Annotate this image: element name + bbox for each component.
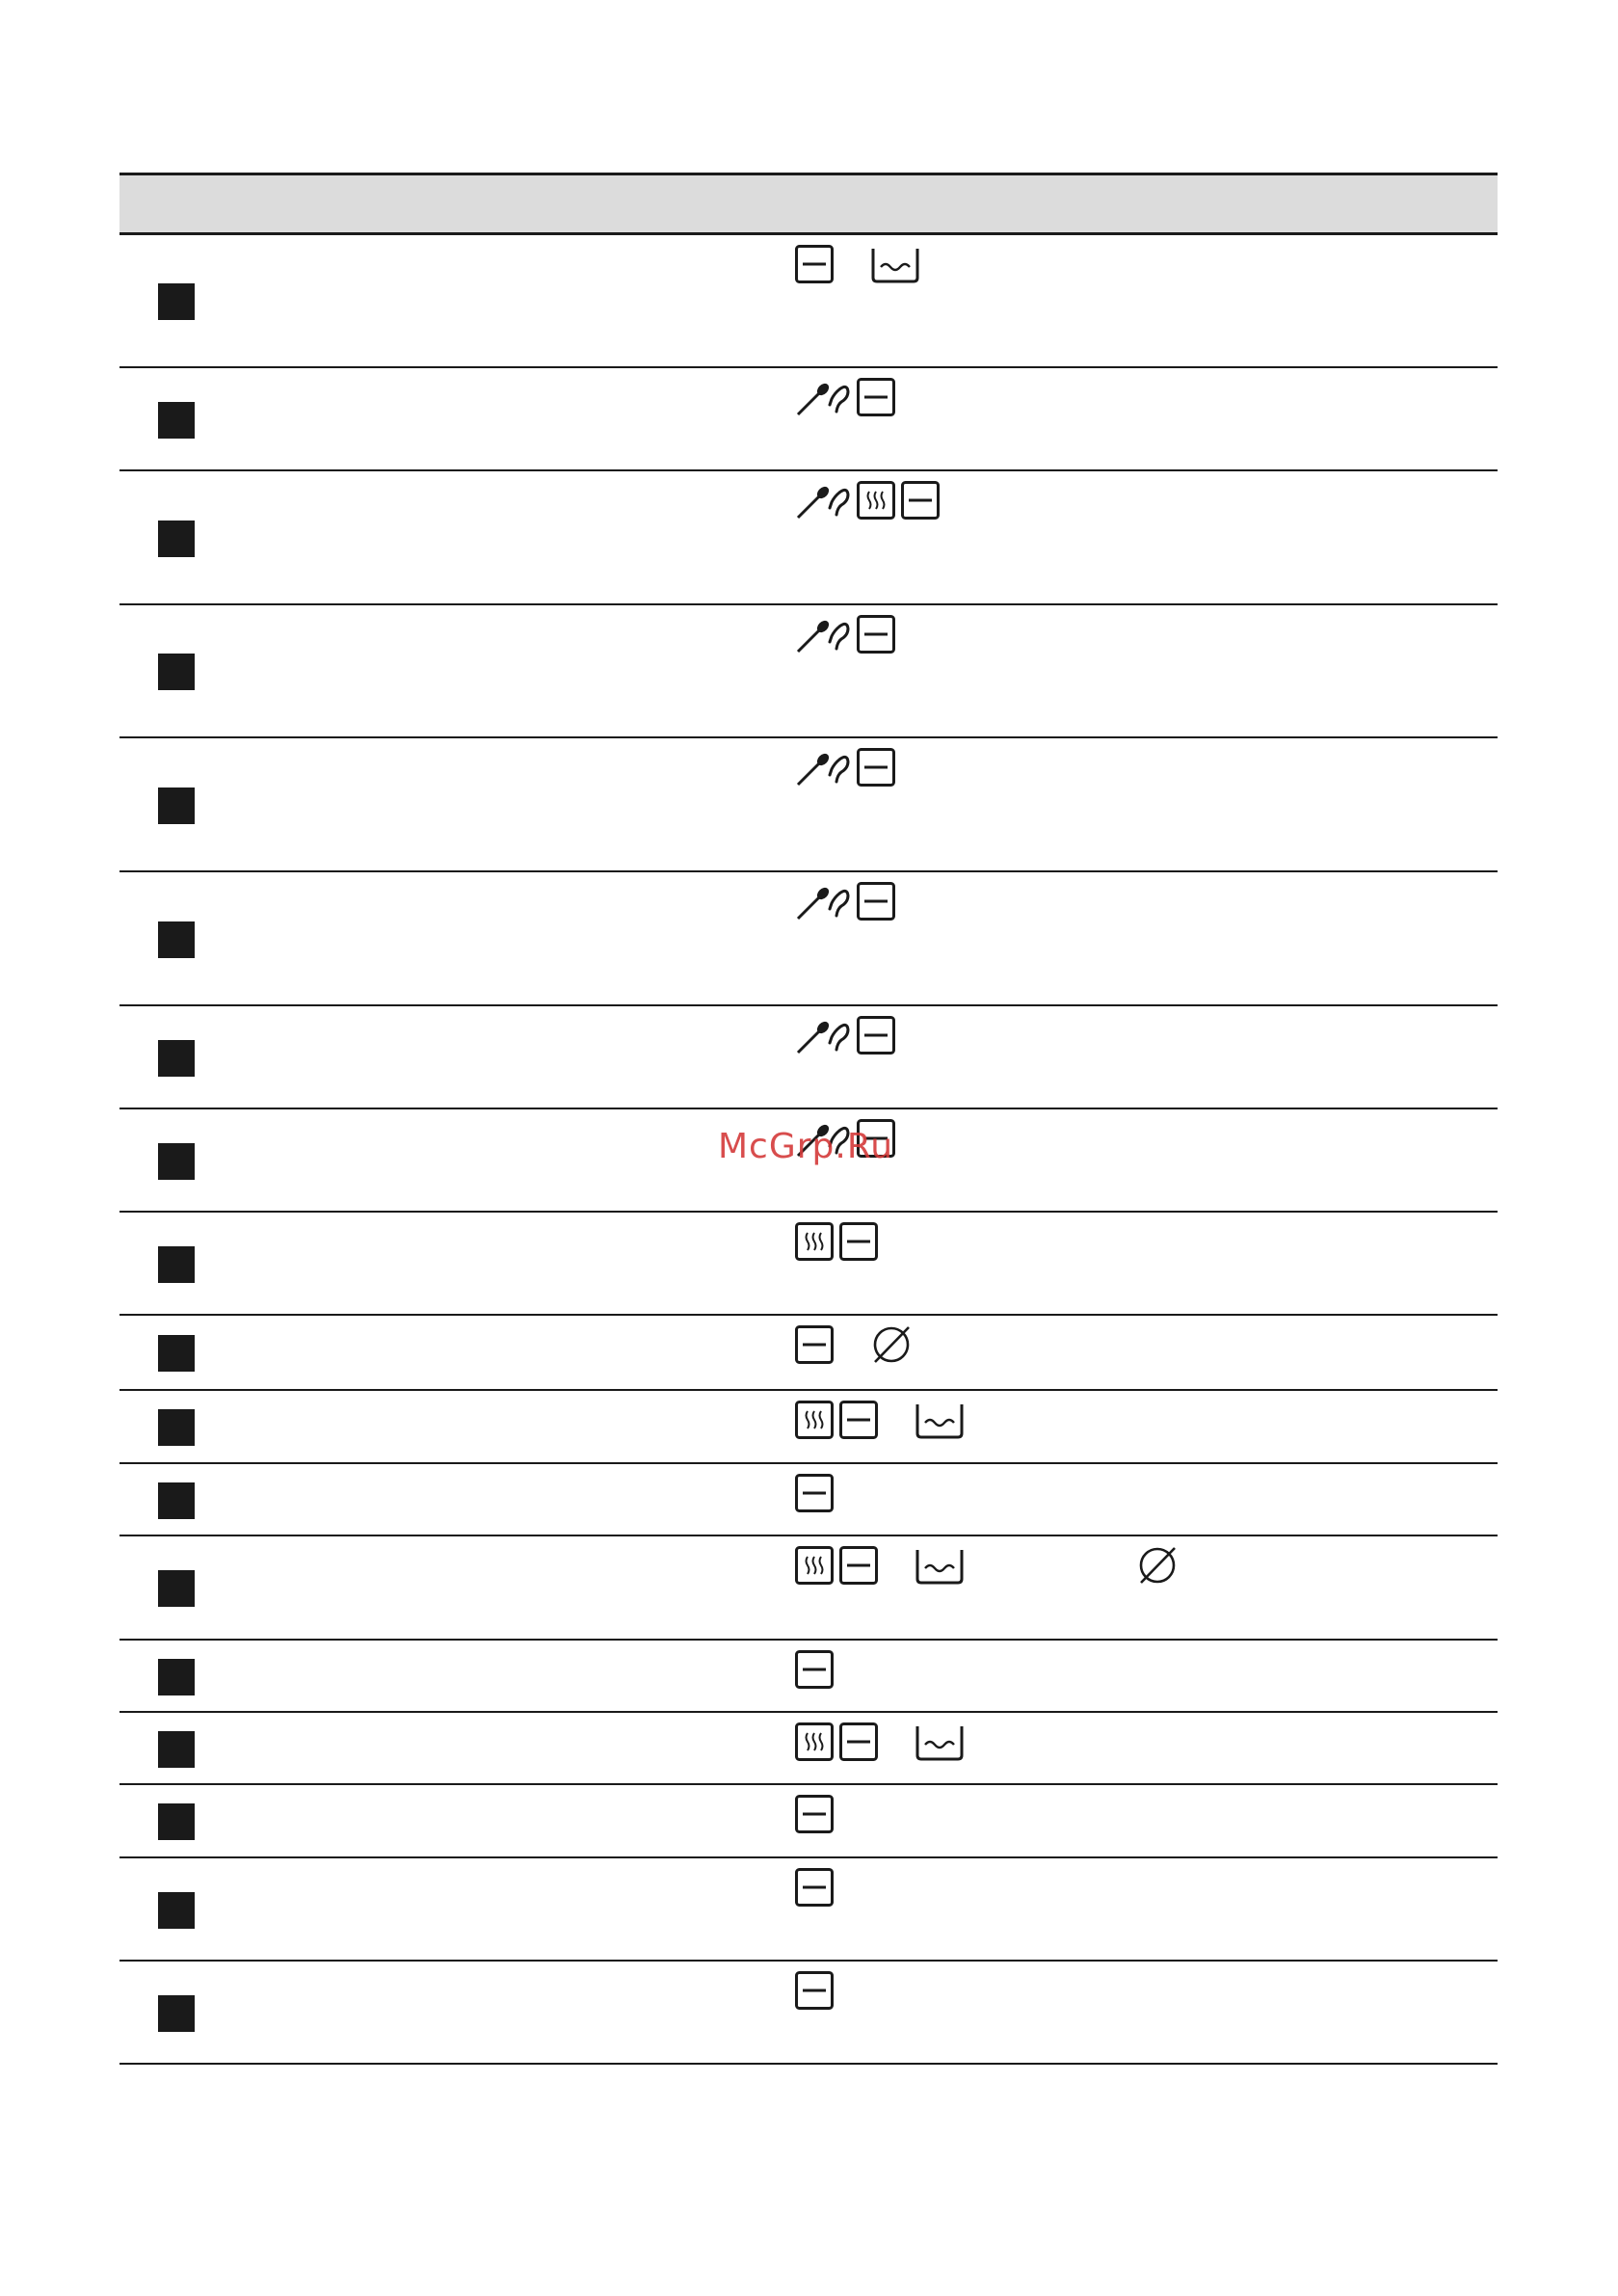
steam-icon — [795, 1222, 834, 1261]
table-row — [119, 1962, 1498, 2065]
table-row — [119, 1213, 1498, 1316]
steam-icon — [795, 1222, 834, 1261]
table-header — [119, 175, 1498, 235]
core-probe-icon — [795, 615, 851, 654]
settings-table — [119, 173, 1498, 2065]
row-marker — [158, 1335, 195, 1372]
row-icons — [795, 1325, 913, 1370]
row-marker — [158, 1995, 195, 2032]
table-row — [119, 1713, 1498, 1785]
bottom-heat-icon — [839, 1222, 878, 1261]
steam-icon — [795, 1722, 834, 1761]
row-icons — [795, 1222, 878, 1267]
core-probe-icon — [795, 1016, 851, 1055]
table-row — [119, 1391, 1498, 1464]
row-marker — [158, 1803, 195, 1840]
row-icons — [795, 1401, 965, 1445]
core-probe-icon — [795, 748, 851, 787]
bottom-heat-icon — [857, 615, 895, 654]
steam-icon — [795, 1401, 834, 1439]
steam-icon — [857, 481, 895, 520]
row-marker — [158, 1409, 195, 1446]
row-marker — [158, 1143, 195, 1180]
steam-icon — [795, 1722, 834, 1761]
bottom-heat-icon — [795, 1868, 834, 1907]
row-icons — [795, 1474, 834, 1518]
bottom-heat-icon — [795, 1795, 834, 1833]
steam-icon — [857, 481, 895, 520]
core-probe-icon — [795, 615, 851, 654]
row-icons — [795, 615, 895, 659]
diameter-icon — [1136, 1546, 1179, 1585]
bottom-heat-icon — [795, 1474, 834, 1512]
row-icons — [795, 1546, 1179, 1590]
row-icons — [795, 1868, 834, 1912]
bottom-heat-icon — [839, 1722, 878, 1761]
bottom-heat-icon — [839, 1722, 878, 1761]
bottom-heat-icon — [795, 1971, 834, 2010]
bottom-heat-icon — [857, 748, 895, 787]
table-row — [119, 1858, 1498, 1962]
bottom-heat-icon — [795, 1868, 834, 1907]
row-marker — [158, 1482, 195, 1519]
table-row — [119, 1006, 1498, 1109]
bottom-heat-icon — [857, 748, 895, 787]
steam-icon — [795, 1546, 834, 1585]
bottom-heat-icon — [795, 1971, 834, 2010]
water-tray-icon — [915, 1722, 965, 1761]
row-marker — [158, 921, 195, 958]
diameter-icon — [1136, 1546, 1179, 1585]
row-marker — [158, 1040, 195, 1077]
table-row — [119, 605, 1498, 738]
row-icons — [795, 882, 895, 926]
steam-icon — [795, 1546, 834, 1585]
table-row — [119, 235, 1498, 368]
diameter-icon — [870, 1325, 913, 1364]
core-probe-icon — [795, 378, 851, 416]
core-probe-icon — [795, 378, 851, 416]
row-icons — [795, 1971, 834, 2016]
core-probe-icon — [795, 481, 851, 520]
row-marker — [158, 521, 195, 557]
table-row — [119, 368, 1498, 471]
bottom-heat-icon — [795, 1650, 834, 1689]
water-tray-icon — [915, 1722, 965, 1761]
water-tray-icon — [915, 1401, 965, 1439]
bottom-heat-icon — [839, 1222, 878, 1261]
bottom-heat-icon — [795, 1650, 834, 1689]
row-marker — [158, 654, 195, 690]
table-row — [119, 1785, 1498, 1858]
row-marker — [158, 283, 195, 320]
bottom-heat-icon — [839, 1401, 878, 1439]
bottom-heat-icon — [839, 1546, 878, 1585]
row-marker — [158, 1570, 195, 1607]
core-probe-icon — [795, 882, 851, 921]
steam-icon — [795, 1401, 834, 1439]
water-tray-icon — [870, 245, 920, 283]
bottom-heat-icon — [857, 1016, 895, 1055]
bottom-heat-icon — [857, 1016, 895, 1055]
row-icons — [795, 748, 895, 792]
core-probe-icon — [795, 748, 851, 787]
table-row — [119, 1464, 1498, 1536]
bottom-heat-icon — [839, 1401, 878, 1439]
core-probe-icon — [795, 481, 851, 520]
row-icons — [795, 1722, 965, 1767]
bottom-heat-icon — [901, 481, 940, 520]
row-icons — [795, 1650, 834, 1695]
row-marker — [158, 788, 195, 824]
diameter-icon — [870, 1325, 913, 1364]
table-row — [119, 1316, 1498, 1391]
bottom-heat-icon — [857, 615, 895, 654]
water-tray-icon — [915, 1546, 965, 1585]
bottom-heat-icon — [857, 882, 895, 921]
bottom-heat-icon — [795, 245, 834, 283]
row-marker — [158, 1246, 195, 1283]
bottom-heat-icon — [795, 1474, 834, 1512]
bottom-heat-icon — [795, 245, 834, 283]
bottom-heat-icon — [901, 481, 940, 520]
core-probe-icon — [795, 1016, 851, 1055]
bottom-heat-icon — [857, 882, 895, 921]
row-marker — [158, 1659, 195, 1695]
table-row — [119, 471, 1498, 605]
bottom-heat-icon — [839, 1546, 878, 1585]
core-probe-icon — [795, 882, 851, 921]
table-row — [119, 738, 1498, 872]
row-icons — [795, 1016, 895, 1060]
watermark-text: McGrp.Ru — [718, 1127, 894, 1166]
bottom-heat-icon — [857, 378, 895, 416]
table-row — [119, 872, 1498, 1006]
water-tray-icon — [870, 245, 920, 283]
water-tray-icon — [915, 1401, 965, 1439]
row-marker — [158, 402, 195, 439]
row-icons — [795, 378, 895, 422]
row-icons — [795, 245, 920, 289]
table-row — [119, 1641, 1498, 1713]
bottom-heat-icon — [857, 378, 895, 416]
water-tray-icon — [915, 1546, 965, 1585]
row-marker — [158, 1731, 195, 1768]
bottom-heat-icon — [795, 1795, 834, 1833]
bottom-heat-icon — [795, 1325, 834, 1364]
row-icons — [795, 1795, 834, 1839]
table-row — [119, 1536, 1498, 1641]
row-icons — [795, 481, 940, 525]
bottom-heat-icon — [795, 1325, 834, 1364]
row-marker — [158, 1892, 195, 1929]
